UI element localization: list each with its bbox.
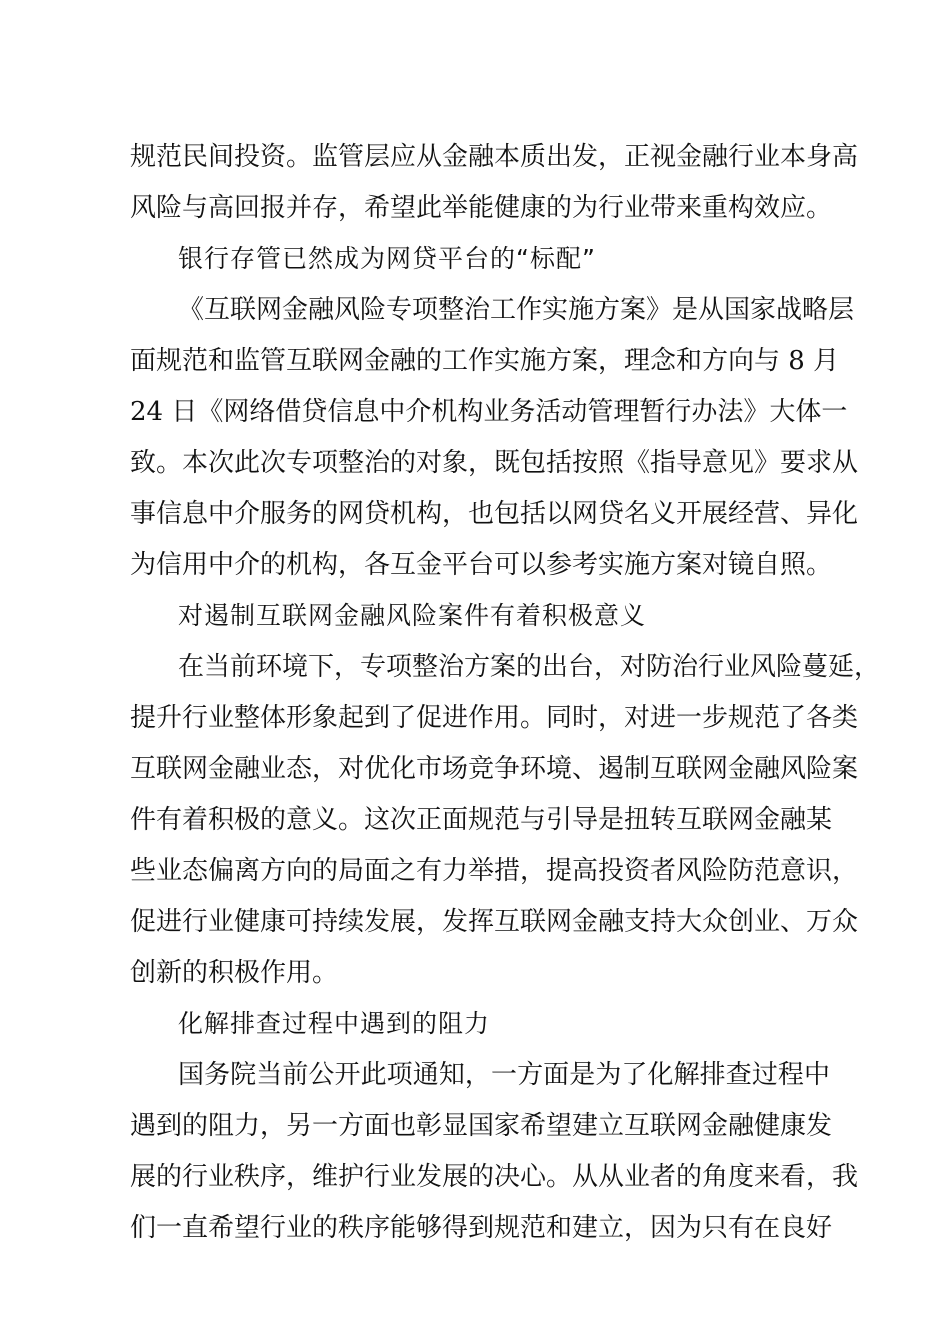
paragraph-line: 提升行业整体形象起到了促进作用。同时，对进一步规范了各类 [130, 703, 859, 733]
paragraph-line: 24 日《网络借贷信息中介机构业务活动管理暂行办法》大体一 [130, 397, 848, 427]
paragraph-line: 国务院当前公开此项通知，一方面是为了化解排查过程中 [178, 1060, 830, 1090]
paragraph-line: 些业态偏离方向的局面之有力举措，提高投资者风险防范意识， [130, 856, 859, 886]
paragraph-line: 《互联网金融风险专项整治工作实施方案》是从国家战略层 [178, 295, 855, 325]
paragraph-line: 促进行业健康可持续发展，发挥互联网金融支持大众创业、万众 [130, 907, 859, 937]
paragraph-line: 们一直希望行业的秩序能够得到规范和建立，因为只有在良好 [130, 1213, 833, 1243]
section-heading: 银行存管已然成为网贷平台的“标配” [178, 244, 596, 273]
paragraph-line: 规范民间投资。监管层应从金融本质出发，正视金融行业本身高 [130, 142, 859, 172]
paragraph-line: 在当前环境下，专项整治方案的出台，对防治行业风险蔓延， [178, 652, 881, 682]
paragraph-line: 面规范和监管互联网金融的工作实施方案，理念和方向与 8 月 [130, 346, 840, 376]
paragraph-line: 事信息中介服务的网贷机构，也包括以网贷名义开展经营、异化 [130, 499, 859, 529]
paragraph-line: 展的行业秩序，维护行业发展的决心。从从业者的角度来看，我 [130, 1162, 859, 1192]
paragraph-line: 件有着积极的意义。这次正面规范与引导是扭转互联网金融某 [130, 805, 833, 835]
section-heading: 化解排查过程中遇到的阻力 [178, 1009, 491, 1038]
paragraph-line: 致。本次此次专项整治的对象，既包括按照《指导意见》要求从 [130, 448, 859, 478]
paragraph-line: 遇到的阻力，另一方面也彰显国家希望建立互联网金融健康发 [130, 1111, 833, 1141]
paragraph-line: 创新的积极作用。 [130, 958, 339, 988]
section-heading: 对遏制互联网金融风险案件有着积极意义 [178, 601, 647, 630]
paragraph-line: 为信用中介的机构，各互金平台可以参考实施方案对镜自照。 [130, 550, 833, 580]
paragraph-line: 风险与高回报并存，希望此举能健康的为行业带来重构效应。 [130, 193, 833, 223]
paragraph-line: 互联网金融业态，对优化市场竞争环境、遏制互联网金融风险案 [130, 754, 859, 784]
